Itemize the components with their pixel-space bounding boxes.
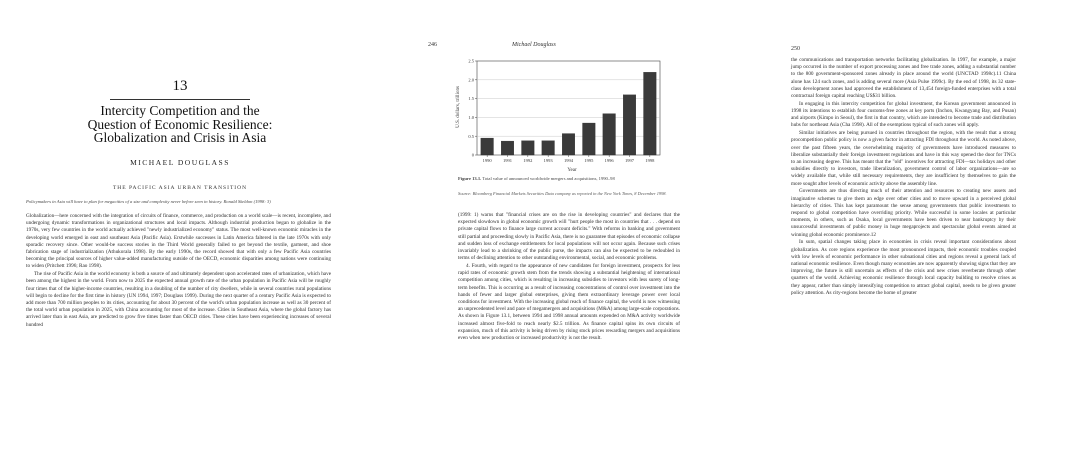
chapter-title-line: Question of Economic Resilience:: [87, 116, 273, 132]
body-text: [458, 212, 680, 460]
y-tick-label: 1.5: [468, 96, 474, 102]
paragraph: Similar initiatives are being pursued in countries throughout the region, with the result that a strong procompetition public policy is now a given factor in attracting FDI throughout the world. As noted above, over the past fifteen years, the overwhelming majority of governments have introduced measures to liberalize substantially their foreign investment regulations and have in this way opened the door for TNCs to an increasing degree. This has meant that the "old" incentives for attracting FDI—tax holidays and other subsidies directly to investors, trade liberalization, government control of labor organizations—are so widely available that, while still necessary requirements, they are insufficient by themselves to gain the more sought after levels of economic activity above the assembly line.: [791, 130, 1016, 187]
figure-source: Source: Bloomberg Financial Markets Securities Data company as reported in the New York Times, 8 December 1998.: [458, 191, 667, 196]
x-tick-label: 1996: [604, 158, 614, 163]
y-tick-label: 0: [471, 152, 474, 158]
paragraph: Globalization—here concerned with the integration of circuits of finance, commerce, and production on a world scale—is recent, incomplete, and undergoing dynamic transformations in organizational structures and local impacts. Although industrial production began to globalize in the 1970s, very few countries in the world actually achieved "newly industrialized economy" status. The most well-known economic miracles in the developing world emerged in east and southeast Asia (Pacific Asia). Erstwhile successes in Latin America faltered in the late 1970s with only sporadic recovery since. Other would-be success stories in the Third World generally failed to get beyond the textile, garment, and shoe fabrication stage of industrialization (Athukorala 1998). By the early 1990s, the record showed that with only a few Pacific Asia countries becoming the principal sources of higher value-added manufacturing outside of the OECD, economic disparities among nations were continuing to widen (Pritchett 1996; Rao 1998).: [26, 213, 331, 270]
caption-label: Figure 13.1.: [458, 176, 482, 181]
bar-1990: [481, 138, 494, 155]
x-axis-label: Year: [567, 168, 577, 173]
body-text: [26, 213, 331, 459]
x-tick-label: 1997: [625, 158, 634, 163]
paragraph: In engaging in this intercity competition for global investment, the Korean government announced in 1998 its intentions to establish four customs-free zones at key ports (Inchon, Kwangyang Bay, and Pusan) and airports (Kimpo in Seoul), the first in that country, which are intended to become trade and distribution hubs for northeast Asia (Cha 1998). All of the exemptions typical of such zones will apply.: [791, 100, 1016, 129]
bar-1997: [623, 95, 636, 155]
page-number: 246: [428, 42, 437, 48]
x-tick-label: 1994: [564, 158, 573, 163]
bar-1995: [583, 123, 596, 155]
chapter-title-line: Intercity Competition and the: [100, 103, 260, 118]
bar-1992: [522, 141, 535, 155]
chapter-title-line: Globalization and Crisis in Asia: [93, 130, 267, 145]
page-right: [720, 0, 1080, 464]
bar-chart: [455, 55, 680, 175]
epigraph: Policymakers in Asia will have to plan for megacities of a size and complexity never before seen in history. Ronald Skeldon (1998: 3): [26, 199, 271, 204]
bar-1996: [603, 114, 616, 155]
x-tick-label: 1990: [482, 158, 492, 163]
y-axis-label: U.S. dollars, trillions: [456, 86, 461, 128]
x-tick-label: 1995: [584, 158, 594, 163]
chapter-number: 13: [172, 78, 188, 94]
paragraph: In sum, spatial changes taking place in economies in crisis reveal important considerations about globalization. As core regions experience the most pronounced impacts, their economic troubles coupled with low levels of economic performance in other subnational cities and regions reveal a general lack of national economic resilience. Even though many economies are now apparently showing signs that they are improving, the future is still uncertain as effects of the crisis and new crises reverberate through other quarters of the world. Achieving economic resilience through local capacity building to resolve crises as they appear, rather than simply intensifying competition to attract global capital, needs to be given greater policy attention. As city-regions become the home of greater: [791, 239, 1016, 296]
y-tick-label: 1.0: [468, 115, 474, 120]
page-number: 250: [791, 46, 800, 52]
body-text: [791, 57, 1016, 459]
x-tick-label: 1992: [523, 158, 533, 163]
bar-1993: [542, 141, 555, 155]
page-left: [0, 0, 360, 464]
x-tick-label: 1993: [543, 158, 553, 163]
figure-caption: [458, 176, 680, 182]
chapter-rule: [110, 99, 250, 100]
chapter-title: [60, 104, 300, 145]
chapter-author: MICHAEL DOUGLASS: [130, 158, 230, 167]
running-head: Michael Douglass: [512, 42, 556, 48]
bar-1998: [644, 72, 657, 155]
caption-text: Total value of announced worldwide mergers and acquisitions, 1990–98: [482, 176, 615, 181]
paragraph: Governments are thus directing much of their attention and resources to creating new assets and imaginative schemes to give them an edge over other cities and to move upward in a perceived global hierarchy of cities. This has kept paramount the sense among governments that public investments to respond to global competition have overriding priority. While successful in some locales at particular moments, in others, such as Osaka, local governments have been driven to near bankruptcy by their unsuccessful investments of public money in huge megaprojects and spectacular global events aimed at winning global economic prominence.12: [791, 188, 1016, 238]
page-middle: [360, 0, 720, 464]
x-tick-label: 1998: [645, 158, 655, 163]
paragraph: 4. Fourth, with regard to the appearance of new candidates for foreign investment, prospects for less rapid rates of economic growth stem from the trends showing a substantial heightening of international competition among cities, which is resulting in increasing subsidies to investors with less surety of long-term benefits. This is occurring as a result of increasing concentrations of control over investment into the hands of fewer and larger global enterprises, giving them extraordinary leverage power over local conditions for investment. With the increasing global reach of finance capital, the world is now witnessing an unprecedented level and pace of megamergers and acquisitions (M&A) among large-scale corporations. As shown in Figure 13.1, between 1994 and 1998 annual amounts expended on M&A activity worldwide increased almost five-fold to reach nearly $2.5 trillion. As finance capital spins its own circuits of expansion, much of this activity is being driven by rising stock prices rewarding mergers and acquisitions even when new production or increased productivity is not the result.: [458, 263, 680, 342]
y-tick-label: 0.5: [468, 133, 474, 139]
section-heading: THE PACIFIC ASIA URBAN TRANSITION: [112, 185, 248, 191]
y-tick-label: 2.0: [468, 77, 474, 83]
y-tick-label: 2.5: [468, 58, 474, 64]
figure-chart: [455, 55, 680, 225]
paragraph: (1999: 1) warns that "financial crises are on the rise in developing countries" and declares that the expected slowdown in global economic growth will "hurt people the most in countries that . . . depend on private capital flows to finance large current account deficits." With reforms in banking and government still partial and proceeding slowly in Pacific Asia, there is no guarantee that episodes of economic collapse and sudden loss of exchange entitlements for local populations will not occur again. Because such crises invariably lead to a shrinking of the public purse, the impacts can also be expected to be redoubled in terms of declining attention to other outstanding environmental, social, and economic problems.: [458, 212, 680, 262]
bar-1994: [562, 134, 575, 155]
paragraph: the communications and transportation networks facilitating globalization. In 1997, for example, a major jump occurred in the number of export processing zones and free trade zones, adding a substantial number to the 800 government-sponsored zones already in place around the world (UNCTAD 1998c).11 China alone has 124 such zones, and is adding several more (Asia Pulse 1999c). By the end of 1998, its 32 state-class development zones had approved the establishment of 13,454 foreign-funded enterprises with a total contractual foreign capital reaching US$31 billion.: [791, 57, 1016, 100]
paragraph: The rise of Pacific Asia in the world economy is both a source of and ultimately dependent upon accelerated rates of urbanization, which have been among the highest in the world. From now to 2025 the expected annual growth rate of the urban population in Pacific Asia will be roughly four times that of the higher-income countries, resulting in a doubling of the number of city dwellers, while in several countries rural populations will begin to decline for the first time in history (UN 1994, 1997; Douglass 1999). During the next quarter of a century Pacific Asia is expected to add more than 700 million peoples to its cities, accounting for about 30 percent of the world's urban population increase as well as 30 percent of the total world urban population in 2025, with China accounting for most of the increase. Cities in Southeast Asia, where the global factory has arrived later than in east Asia, are predicted to grow five times faster than OECD cities. These cities have been experiencing increases of several hundred: [26, 271, 331, 328]
x-tick-label: 1991: [503, 158, 512, 163]
bar-1991: [501, 141, 514, 155]
